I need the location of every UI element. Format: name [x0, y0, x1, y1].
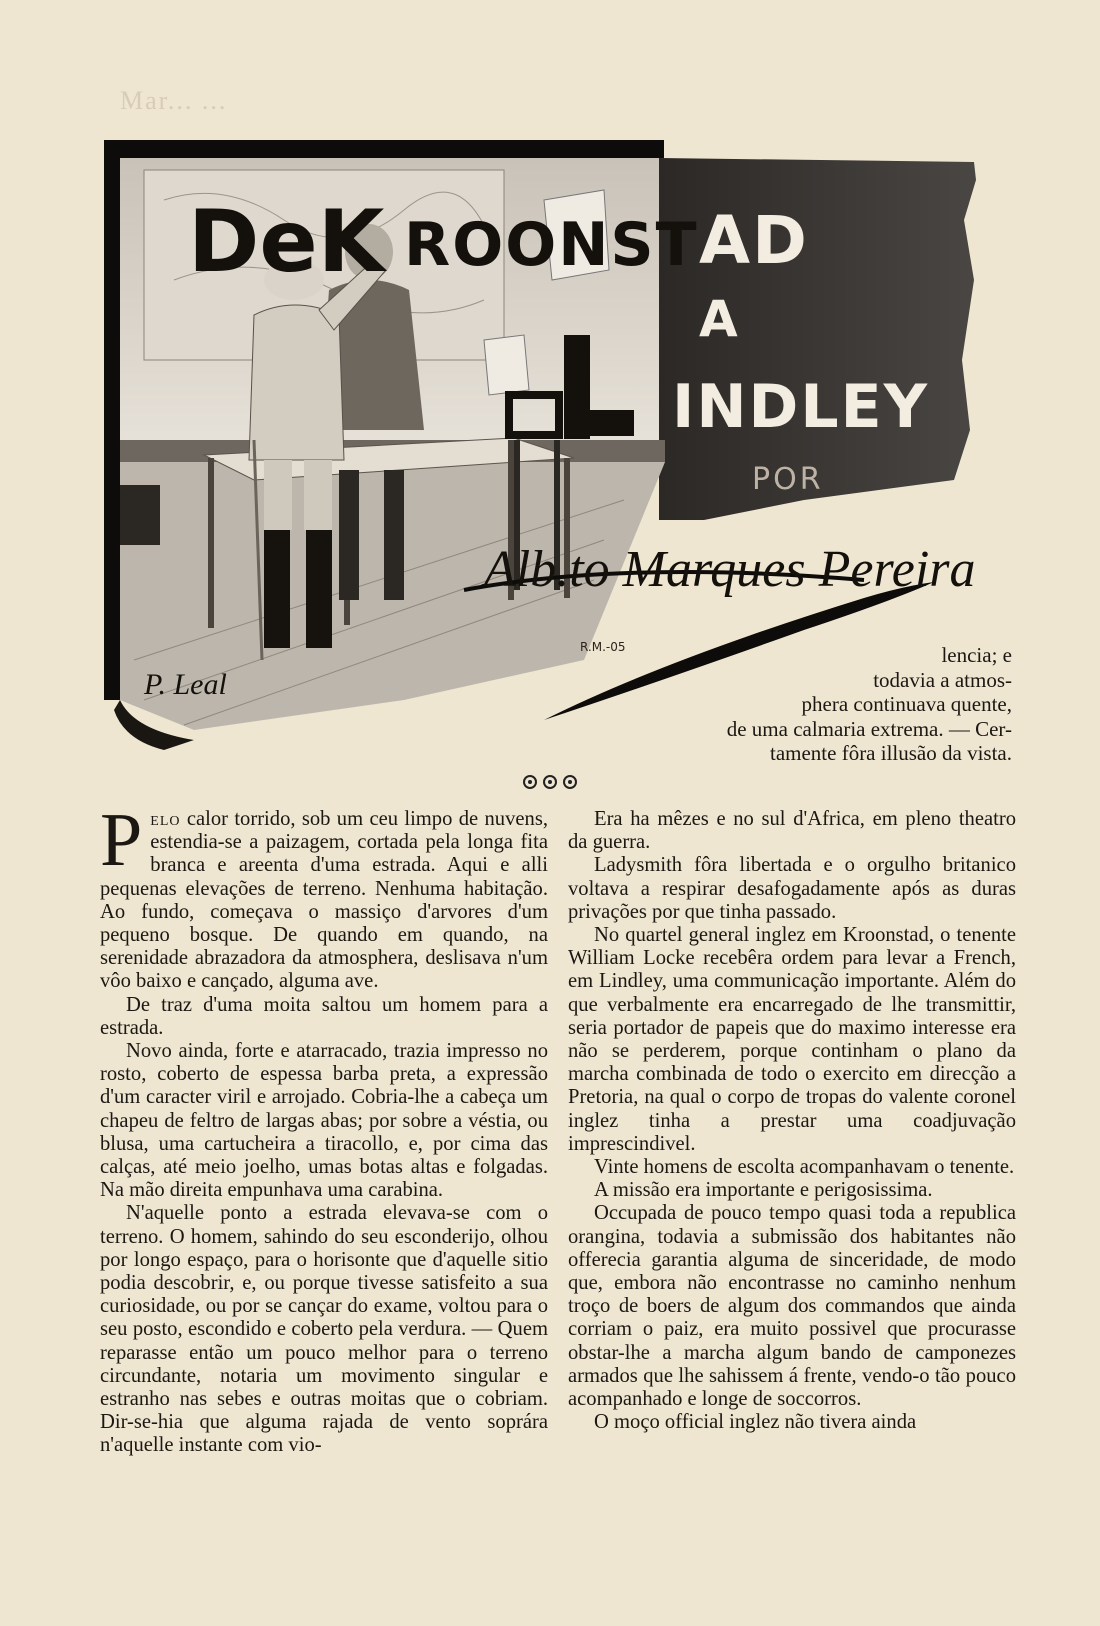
title-part-ad: AD	[699, 202, 809, 279]
paragraph	[100, 798, 548, 994]
paragraph: O moço official inglez não tivera ainda	[594, 1411, 917, 1434]
inset-line: phera continuava quente,	[801, 692, 1012, 716]
paragraph: N'aquelle ponto a estrada elevava-se com o terreno. O homem, sahindo do seu esconderijo, olhou por longo espaço, para o horisonte que d'aquelle sitio podia descobrir, e, ou porque tivesse satisfeito a sua curiosidade, ou por se cançar do exame, voltou para o seu posto, escondido e coberto pela verdura. — Quem reparasse então um pouco melhor para o terreno circundante, notaria um movimento singular e estranho nas sebes e outras moitas que o cobriam. Dir-se-hia que alguma rajada de vento soprára n'aquelle instante com vio-	[100, 1202, 548, 1457]
paragraph: No quartel general inglez em Kroonstad, o tenente William Locke recebêra ordem para levar a French, em Lindley, uma communicação importante. Além do que verbalmente era encarregado de lhe transmittir, seria portador de papeis que do maximo interesse era não se perderem, porque continham o plano da marcha combinada de todo o exercito em direcção a Pretoria, na qual o corpo de tropas do valente coronel inglez tinha a prestar uma coadjuvação imprescindivel.	[568, 924, 1016, 1155]
ornament-dot-icon	[523, 775, 537, 789]
paragraph: De traz d'uma moita saltou um homem para a estrada.	[100, 993, 548, 1039]
inset-text	[600, 643, 1012, 766]
title-part-roonst: ROONST	[404, 210, 699, 280]
ornament-dot-icon	[543, 775, 557, 789]
inset-line: lencia; e	[941, 643, 1012, 667]
inset-line: de uma calmaria extrema. — Cer-	[726, 716, 1012, 741]
artist-mark: R.M.-05	[580, 640, 626, 654]
ornament-dot-icon	[563, 775, 577, 789]
inset-line: tamente fôra illusão da vista.	[769, 741, 1012, 765]
section-ornament	[0, 775, 1100, 794]
paragraph: A missão era importante e perigosissima.	[594, 1179, 933, 1202]
right-column	[568, 808, 1016, 1434]
opening-smallcaps: elo	[150, 808, 181, 830]
title-part-indley: INDLEY	[672, 372, 930, 442]
title-part-a: A	[699, 290, 740, 348]
opening-text: calor torrido, sob um ceu limpo de nuvens, estendia-se a paizagem, cortada pela longa fita branca e areenta d'uma estrada. Aqui e alli pequenas elevações de terreno. Nenhuma habitação. Ao fundo, começava o massiço d'arvores d'um pequeno bosque. De quando em quando, na serenidade abrazadora da atmosphera, deslisava n'um vôo baixo e cançado, alguma ave.	[100, 808, 548, 993]
title-part-de-k: DeK	[188, 192, 385, 292]
artist-signature: P. Leal	[144, 668, 227, 701]
title-por: POR	[752, 462, 824, 497]
paragraph: Occupada de pouco tempo quasi toda a republica orangina, todavia a submissão dos habitantes não offerecia garantia alguma de sinceridade, de modo que, embora não encontrasse no caminho nenhum troço de boers de algum dos commandos que ainda corriam o paiz, era muito possivel que procurasse obstar-lhe a marcha algum bando de camponezes armados que lhe sahissem á frente, vendo-o tão pouco acompanhado e longe de soccorros.	[568, 1202, 1016, 1411]
author-signature: Alb.to Marques Pereira	[484, 541, 976, 598]
paragraph: Novo ainda, forte e atarracado, trazia impresso no rosto, coberto de espessa barba preta, a expressão d'um caracter viril e arrojado. Cobria-lhe a cabeça um chapeu de feltro de largas abas; por sobre a véstia, ou blusa, uma cartucheira a tiracollo, e, por cima das calças, até meio joelho, umas botas altas e folgadas. Na mão direita empunhava uma carabina.	[100, 1040, 548, 1202]
inset-line: todavia a atmos-	[873, 667, 1012, 692]
paragraph: Vinte homens de escolta acompanhavam o tenente.	[594, 1156, 1015, 1179]
drop-cap: P	[100, 798, 143, 882]
paragraph: Ladysmith fôra libertada e o orgulho britanico voltava a respirar desafogadamente após as duras privações por que tinha passado.	[568, 854, 1016, 923]
left-column	[100, 798, 548, 1458]
paragraph: Era ha mêzes e no sul d'Africa, em pleno theatro da guerra.	[568, 808, 1016, 854]
running-head: Mar... ...	[120, 86, 228, 115]
